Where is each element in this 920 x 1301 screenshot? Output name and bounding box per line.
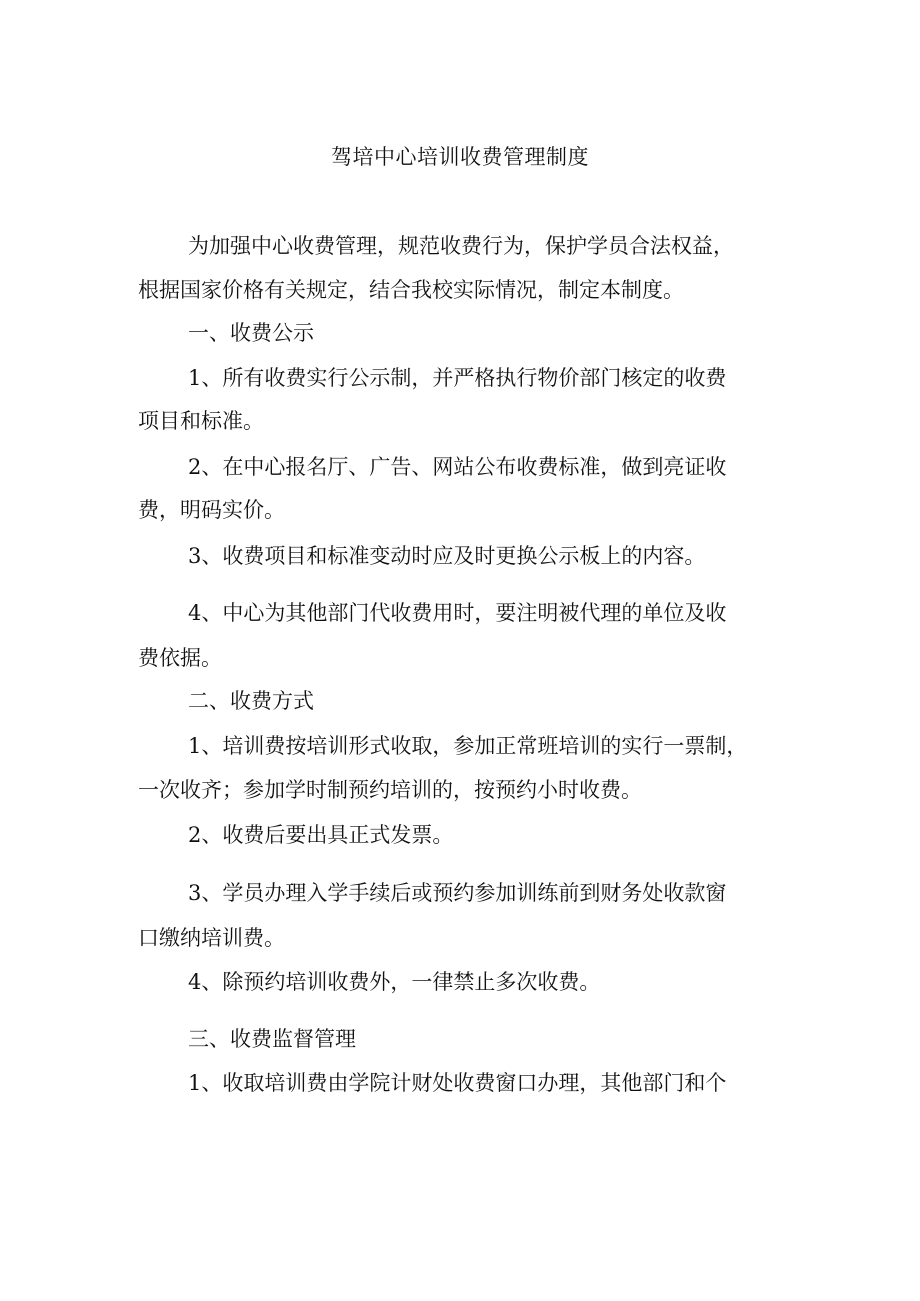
intro-line-2: 根据国家价格有关规定，结合我校实际情况，制定本制度。 — [138, 278, 684, 302]
section-1-item-1-line-2: 项目和标准。 — [138, 409, 264, 433]
section-2-item-4-line-1: 4、除预约培训收费外，一律禁止多次收费。 — [188, 970, 601, 994]
section-2-item-2-line-1: 2、收费后要出具正式发票。 — [188, 823, 454, 847]
section-3-heading: 三、收费监督管理 — [188, 1027, 356, 1051]
section-2-item-1-line-2: 一次收齐；参加学时制预约培训的，按预约小时收费。 — [138, 778, 642, 802]
intro-line-1: 为加强中心收费管理，规范收费行为，保护学员合法权益， — [188, 234, 734, 258]
section-2-item-1-line-1: 1、培训费按培训形式收取，参加正常班培训的实行一票制， — [188, 734, 748, 758]
section-1-item-1-line-1: 1、所有收费实行公示制，并严格执行物价部门核定的收费 — [188, 366, 727, 390]
section-2-item-3-line-1: 3、学员办理入学手续后或预约参加训练前到财务处收款窗 — [188, 881, 727, 905]
section-1-item-4-line-2: 费依据。 — [138, 646, 222, 670]
section-1-item-3-line-1: 3、收费项目和标准变动时应及时更换公示板上的内容。 — [188, 544, 706, 568]
section-2-item-3-line-2: 口缴纳培训费。 — [138, 926, 285, 950]
section-1-item-2-line-1: 2、在中心报名厅、广告、网站公布收费标准，做到亮证收 — [188, 455, 727, 479]
section-1-heading: 一、收费公示 — [188, 321, 314, 345]
section-3-item-1-line-1: 1、收取培训费由学院计财处收费窗口办理，其他部门和个 — [188, 1071, 727, 1095]
section-1-item-4-line-1: 4、中心为其他部门代收费用时，要注明被代理的单位及收 — [188, 601, 727, 625]
section-2-heading: 二、收费方式 — [188, 689, 314, 713]
document-title: 驾培中心培训收费管理制度 — [331, 145, 589, 169]
section-1-item-2-line-2: 费，明码实价。 — [138, 498, 285, 522]
